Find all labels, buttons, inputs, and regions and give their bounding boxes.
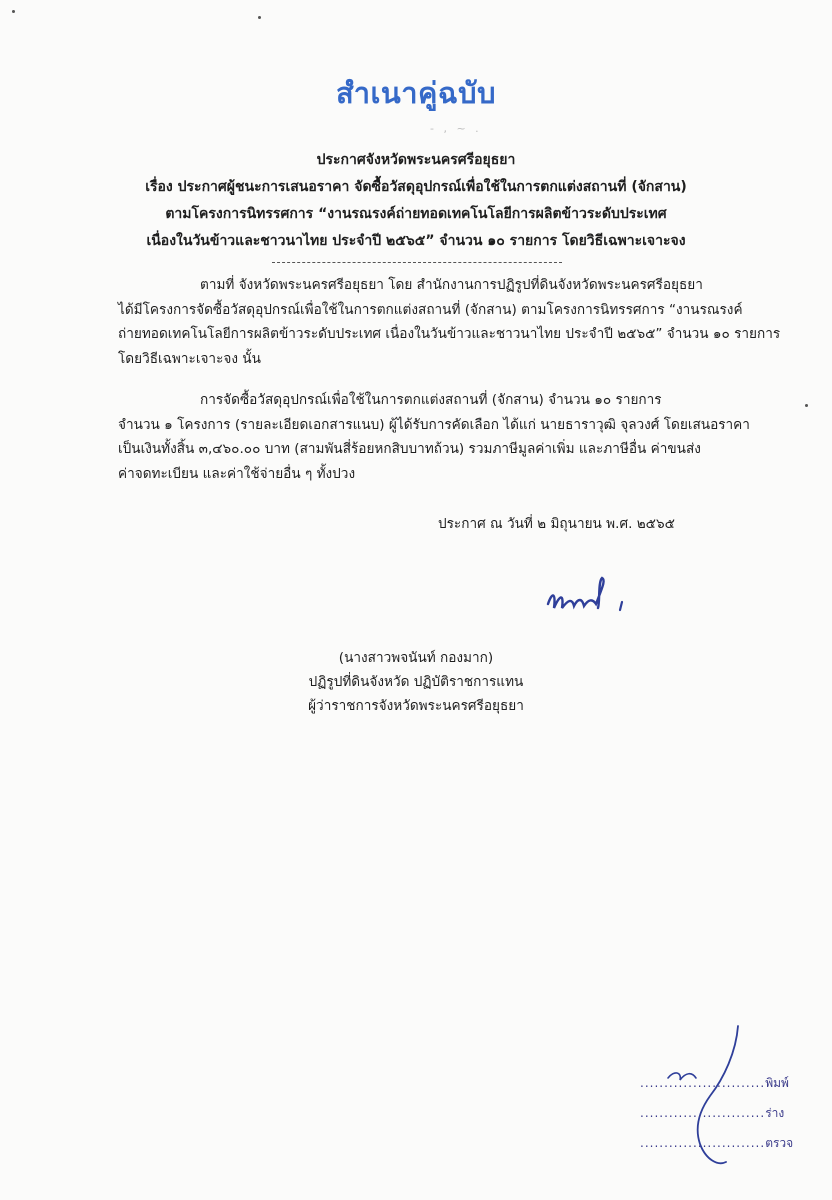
paragraph-2 bbox=[118, 388, 754, 486]
para2-line3: เป็นเงินทั้งสิ้น ๓,๔๖๐.๐๐ บาท (สามพันสี่ร้อยหกสิบบาทถ้วน) รวมภาษีมูลค่าเพิ่ม และภาษีอื่น ค่าขนส่ง bbox=[118, 441, 701, 457]
signer-governor-line: ผู้ว่าราชการจังหวัดพระนครศรีอยุธยา bbox=[308, 698, 524, 714]
para2-line1: การจัดซื้อวัสดุอุปกรณ์เพื่อใช้ในการตกแต่งสถานที่ (จักสาน) จำนวน ๑๐ รายการ bbox=[200, 392, 662, 408]
para2-line2: จำนวน ๑ โครงการ (รายละเอียดเอกสารแนบ) ผู้ได้รับการคัดเลือก ได้แก่ นายธาราวุฒิ จุลวงศ์ โดยเสนอราคา bbox=[118, 416, 750, 433]
dotted-line: .......................... bbox=[640, 1076, 766, 1090]
paragraph-1 bbox=[118, 273, 781, 371]
speck bbox=[805, 404, 808, 407]
dotted-line: .......................... bbox=[640, 1136, 766, 1150]
project-line-2: เนื่องในวันข้าวและชาวนาไทย ประจำปี ๒๕๖๕” จำนวน ๑๐ รายการ โดยวิธีเฉพาะเจาะจง bbox=[146, 233, 686, 249]
ink-smudge: - , ~ . bbox=[430, 122, 482, 135]
drafted-by-label: ร่าง bbox=[765, 1106, 785, 1120]
para1-line2: ได้มีโครงการจัดซื้อวัสดุอุปกรณ์เพื่อใช้ในการตกแต่งสถานที่ (จักสาน) ตามโครงการนิทรรศการ “งานรณรงค์ bbox=[118, 301, 743, 318]
checked-by-label: ตรวจ bbox=[765, 1136, 794, 1150]
divider bbox=[272, 262, 562, 263]
announcement-title: ประกาศจังหวัดพระนครศรีอยุธยา bbox=[316, 152, 516, 168]
para2-line4: ค่าจดทะเบียน และค่าใช้จ่ายอื่น ๆ ทั้งปวง bbox=[118, 465, 356, 482]
handwritten-signature bbox=[540, 574, 650, 624]
speck bbox=[258, 16, 261, 19]
copy-stamp: สำเนาคู่ฉบับ bbox=[336, 76, 496, 110]
dotted-line: .......................... bbox=[640, 1106, 766, 1120]
speck bbox=[12, 10, 15, 13]
initials-block bbox=[640, 1068, 793, 1158]
para1-line1: ตามที่ จังหวัดพระนครศรีอยุธยา โดย สำนักงานการปฏิรูปที่ดินจังหวัดพระนครศรีอยุธยา bbox=[200, 277, 703, 293]
para1-line4: โดยวิธีเฉพาะเจาะจง นั้น bbox=[118, 350, 261, 367]
project-line: ตามโครงการนิทรรศการ “งานรณรงค์ถ่ายทอดเทคโนโลยีการผลิตข้าวระดับประเทศ bbox=[165, 206, 667, 222]
subject-line: เรื่อง ประกาศผู้ชนะการเสนอราคา จัดซื้อวัสดุอุปกรณ์เพื่อใช้ในการตกแต่งสถานที่ (จักสาน) bbox=[145, 179, 687, 195]
typed-by-label: พิมพ์ bbox=[765, 1076, 789, 1090]
signer-position: ปฏิรูปที่ดินจังหวัด ปฏิบัติราชการแทน bbox=[308, 674, 524, 690]
signer-name: (นางสาวพจนันท์ กองมาก) bbox=[338, 650, 494, 666]
announcement-date: ประกาศ ณ วันที่ ๒ มิถุนายน พ.ศ. ๒๕๖๕ bbox=[438, 516, 675, 532]
para1-line3: ถ่ายทอดเทคโนโลยีการผลิตข้าวระดับประเทศ เนื่องในวันข้าวและชาวนาไทย ประจำปี ๒๕๖๕” จำนวน ๑๐ รายการ bbox=[118, 326, 781, 342]
